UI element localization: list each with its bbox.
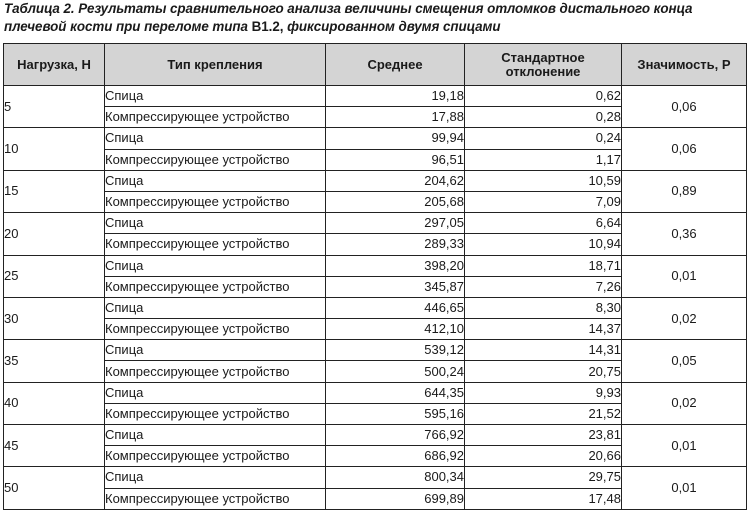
sd-cell-compress: 0,28	[465, 107, 622, 128]
load-cell: 45	[4, 425, 105, 467]
type-cell-compress: Компрессирующее устройство	[105, 107, 326, 128]
header-mean: Среднее	[326, 44, 465, 86]
type-cell-spoke: Спица	[105, 86, 326, 107]
mean-cell-compress: 595,16	[326, 403, 465, 424]
mean-cell-spoke: 19,18	[326, 86, 465, 107]
load-cell: 10	[4, 128, 105, 170]
sd-cell-compress: 14,37	[465, 319, 622, 340]
significance-cell: 0,01	[622, 467, 747, 509]
table-row	[4, 297, 747, 318]
mean-cell-compress: 500,24	[326, 361, 465, 382]
table-row	[4, 128, 747, 149]
table-caption	[4, 0, 746, 36]
sd-cell-compress: 7,26	[465, 276, 622, 297]
table-row	[4, 467, 747, 488]
type-cell-spoke: Спица	[105, 382, 326, 403]
sd-cell-compress: 21,52	[465, 403, 622, 424]
header-load: Нагрузка, Н	[4, 44, 105, 86]
sd-cell-spoke: 29,75	[465, 467, 622, 488]
caption-suffix: фиксированном двумя спицами	[287, 19, 501, 34]
mean-cell-compress: 96,51	[326, 149, 465, 170]
load-cell: 20	[4, 213, 105, 255]
caption-prefix: Таблица 2.	[4, 1, 75, 16]
type-cell-compress: Компрессирующее устройство	[105, 488, 326, 509]
header-significance: Значимость, Р	[622, 44, 747, 86]
type-cell-spoke: Спица	[105, 128, 326, 149]
mean-cell-compress: 412,10	[326, 319, 465, 340]
sd-cell-spoke: 9,93	[465, 382, 622, 403]
mean-cell-compress: 289,33	[326, 234, 465, 255]
header-row	[4, 44, 747, 86]
type-cell-spoke: Спица	[105, 425, 326, 446]
caption-code: В1.2,	[251, 19, 284, 34]
load-cell: 30	[4, 297, 105, 339]
mean-cell-compress: 686,92	[326, 446, 465, 467]
type-cell-spoke: Спица	[105, 255, 326, 276]
table-row	[4, 425, 747, 446]
significance-cell: 0,05	[622, 340, 747, 382]
mean-cell-spoke: 539,12	[326, 340, 465, 361]
type-cell-compress: Компрессирующее устройство	[105, 446, 326, 467]
results-table	[3, 43, 747, 510]
table-row	[4, 170, 747, 191]
mean-cell-spoke: 398,20	[326, 255, 465, 276]
header-sd-line1: Стандартное	[501, 49, 585, 65]
significance-cell: 0,36	[622, 213, 747, 255]
table-row	[4, 382, 747, 403]
table-row	[4, 86, 747, 107]
type-cell-spoke: Спица	[105, 467, 326, 488]
type-cell-compress: Компрессирующее устройство	[105, 191, 326, 212]
significance-cell: 0,01	[622, 425, 747, 467]
type-cell-spoke: Спица	[105, 170, 326, 191]
type-cell-compress: Компрессирующее устройство	[105, 403, 326, 424]
type-cell-compress: Компрессирующее устройство	[105, 276, 326, 297]
sd-cell-spoke: 0,62	[465, 86, 622, 107]
load-cell: 25	[4, 255, 105, 297]
sd-cell-spoke: 18,71	[465, 255, 622, 276]
load-cell: 5	[4, 86, 105, 128]
mean-cell-compress: 699,89	[326, 488, 465, 509]
table-row	[4, 340, 747, 361]
sd-cell-compress: 20,66	[465, 446, 622, 467]
mean-cell-spoke: 99,94	[326, 128, 465, 149]
mean-cell-spoke: 446,65	[326, 297, 465, 318]
mean-cell-spoke: 297,05	[326, 213, 465, 234]
sd-cell-compress: 1,17	[465, 149, 622, 170]
mean-cell-spoke: 204,62	[326, 170, 465, 191]
mean-cell-spoke: 800,34	[326, 467, 465, 488]
significance-cell: 0,06	[622, 86, 747, 128]
significance-cell: 0,89	[622, 170, 747, 212]
mean-cell-spoke: 766,92	[326, 425, 465, 446]
sd-cell-compress: 17,48	[465, 488, 622, 509]
sd-cell-spoke: 8,30	[465, 297, 622, 318]
significance-cell: 0,01	[622, 255, 747, 297]
significance-cell: 0,06	[622, 128, 747, 170]
type-cell-compress: Компрессирующее устройство	[105, 319, 326, 340]
table-body	[4, 86, 747, 510]
type-cell-compress: Компрессирующее устройство	[105, 234, 326, 255]
load-cell: 15	[4, 170, 105, 212]
type-cell-spoke: Спица	[105, 340, 326, 361]
load-cell: 50	[4, 467, 105, 509]
sd-cell-spoke: 0,24	[465, 128, 622, 149]
type-cell-compress: Компрессирующее устройство	[105, 361, 326, 382]
sd-cell-spoke: 10,59	[465, 170, 622, 191]
sd-cell-spoke: 6,64	[465, 213, 622, 234]
header-type: Тип крепления	[105, 44, 326, 86]
mean-cell-compress: 205,68	[326, 191, 465, 212]
mean-cell-compress: 345,87	[326, 276, 465, 297]
load-cell: 35	[4, 340, 105, 382]
load-cell: 40	[4, 382, 105, 424]
caption-text: Результаты сравнительного анализа величины смещения отломков дистального конца плечевой кости при переломе типа	[4, 1, 693, 34]
mean-cell-spoke: 644,35	[326, 382, 465, 403]
header-sd-line2: отклонение	[505, 63, 581, 79]
significance-cell: 0,02	[622, 382, 747, 424]
significance-cell: 0,02	[622, 297, 747, 339]
sd-cell-compress: 10,94	[465, 234, 622, 255]
type-cell-spoke: Спица	[105, 297, 326, 318]
table-row	[4, 255, 747, 276]
mean-cell-compress: 17,88	[326, 107, 465, 128]
table-row	[4, 213, 747, 234]
type-cell-compress: Компрессирующее устройство	[105, 149, 326, 170]
type-cell-spoke: Спица	[105, 213, 326, 234]
sd-cell-compress: 7,09	[465, 191, 622, 212]
sd-cell-spoke: 23,81	[465, 425, 622, 446]
header-sd	[465, 44, 622, 86]
sd-cell-compress: 20,75	[465, 361, 622, 382]
sd-cell-spoke: 14,31	[465, 340, 622, 361]
